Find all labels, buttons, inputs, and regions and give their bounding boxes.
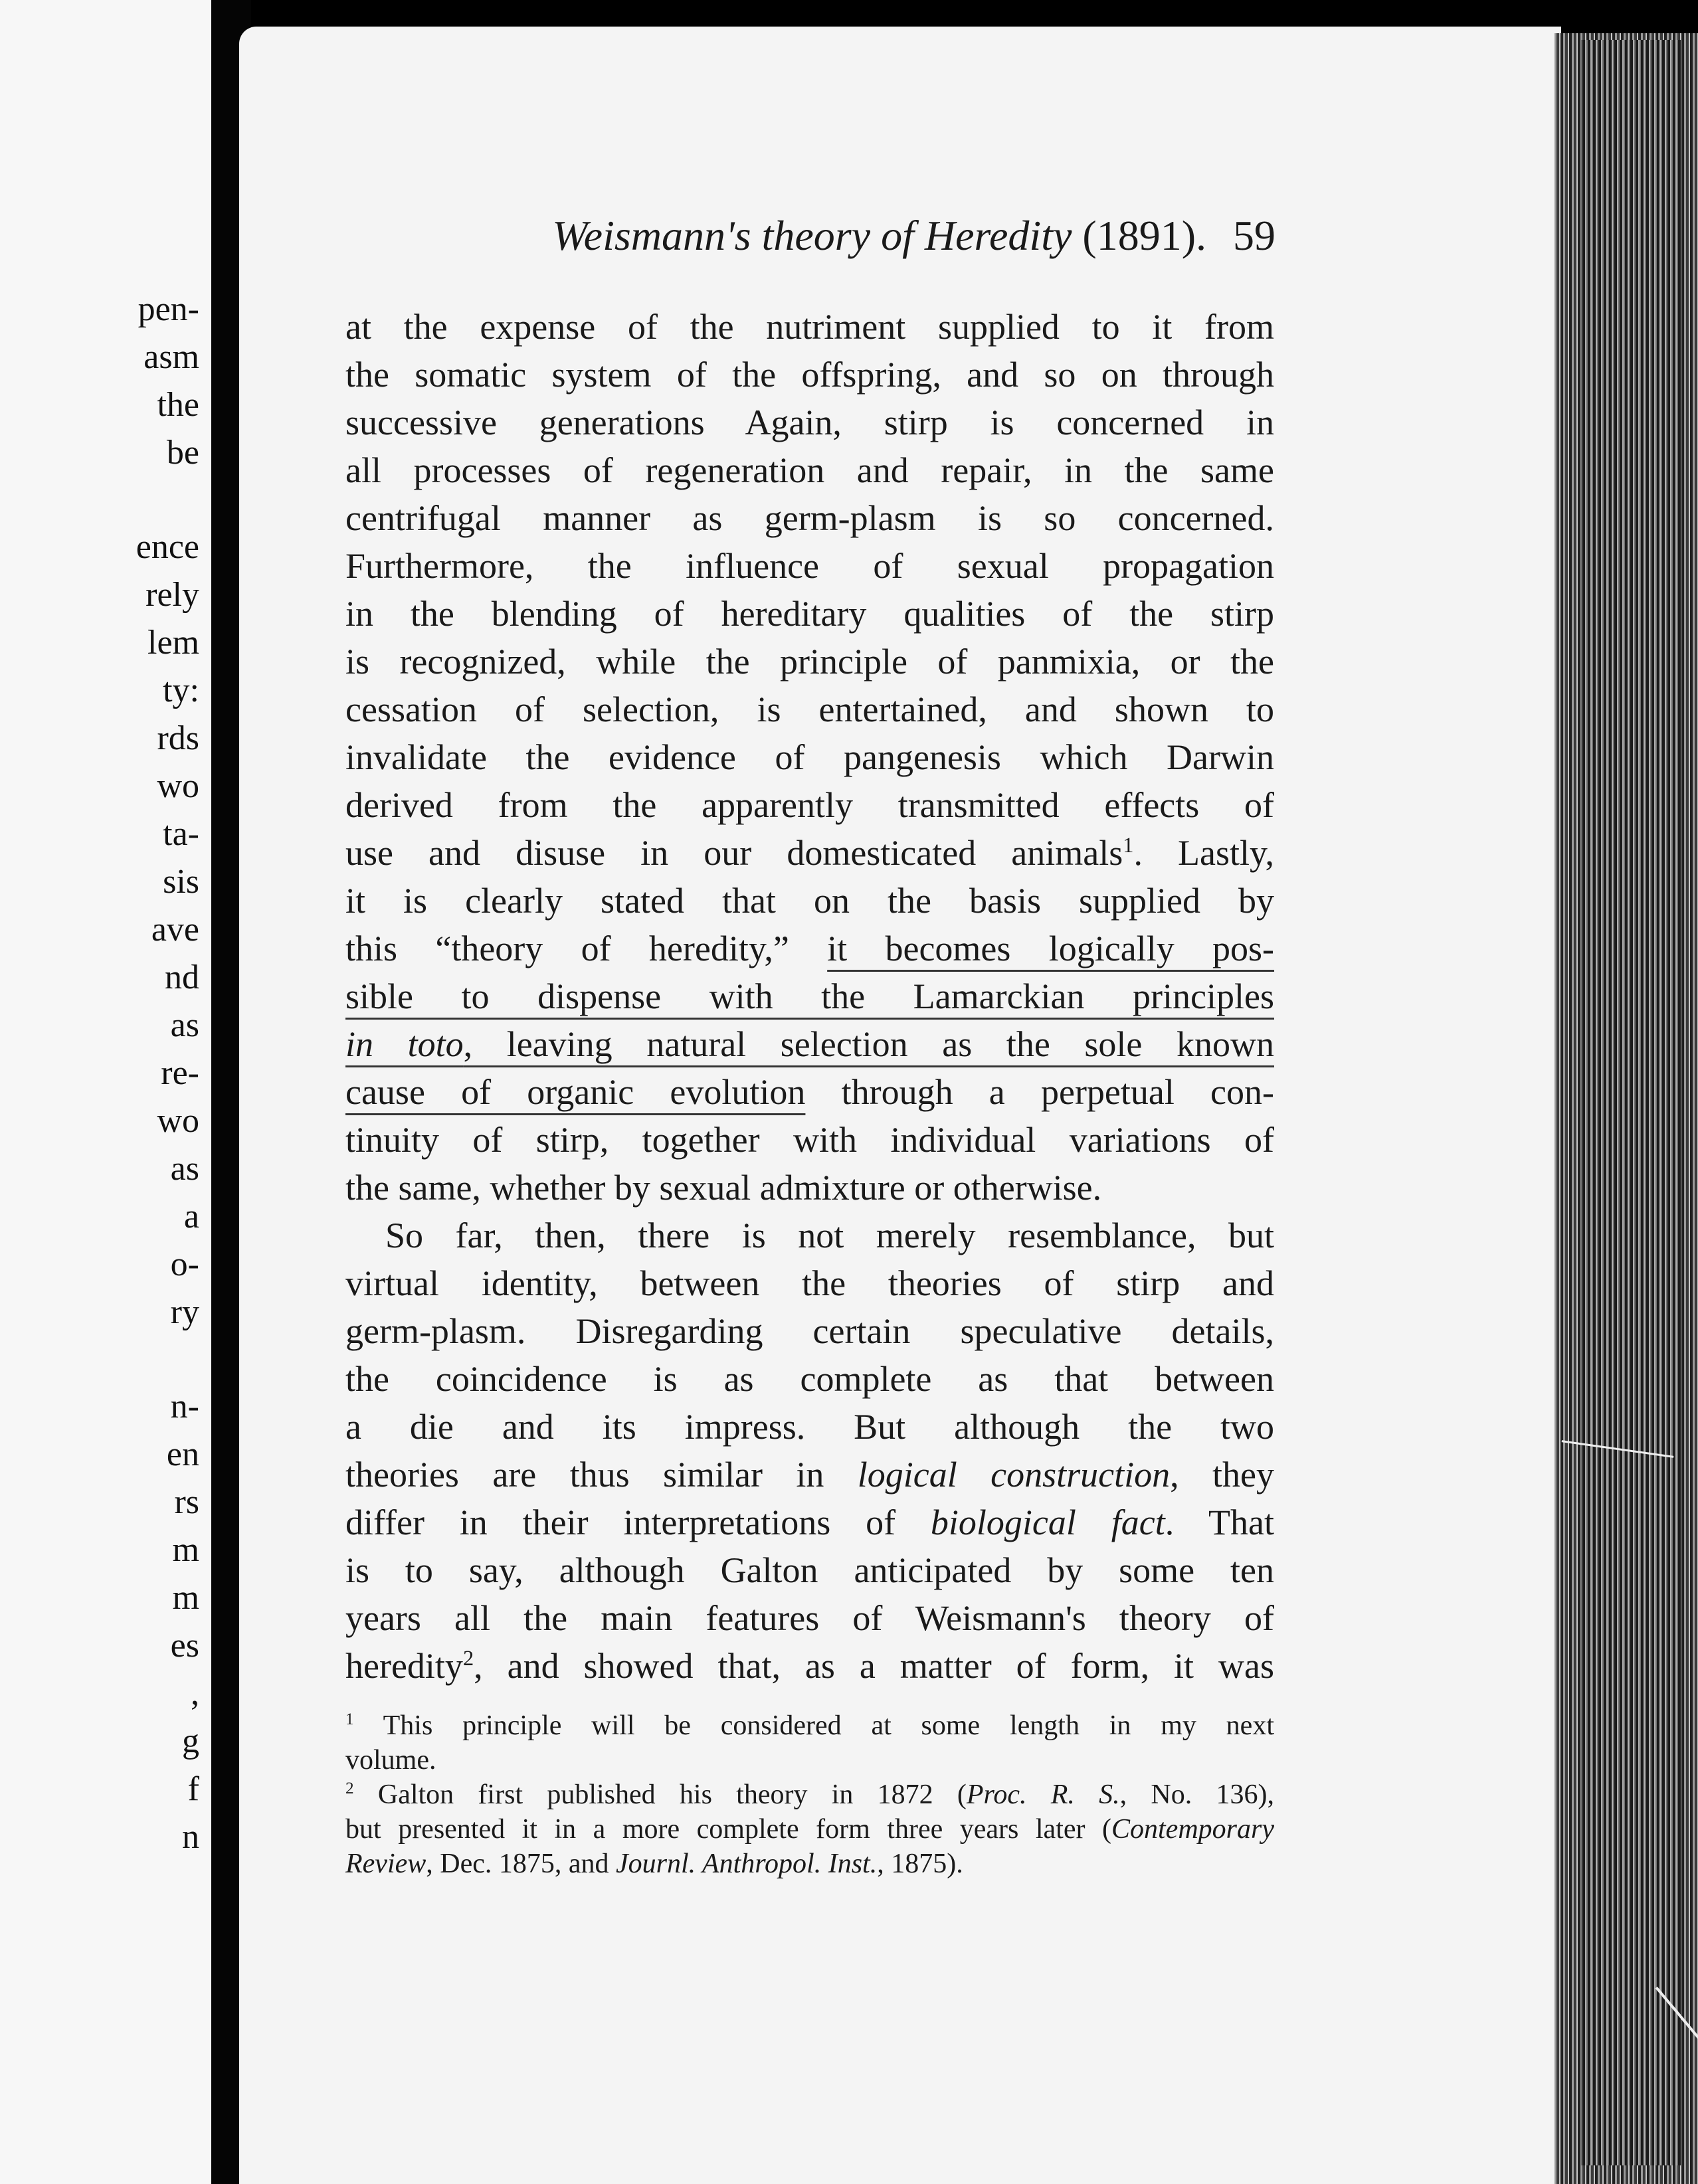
- text-line: germ-plasm. Disregarding certain speculative details,: [345, 1311, 1274, 1351]
- text-line: [345, 925, 1274, 972]
- underlined-run: sible to dispense with the Lamarckian principles: [345, 976, 1274, 1016]
- prev-fragment: rds: [157, 719, 199, 757]
- prev-fragment: ence: [136, 528, 199, 566]
- italic-run: in toto: [345, 1024, 464, 1064]
- footnote-line: [345, 1812, 1274, 1847]
- text-run: use and disuse in our domesticated animals: [345, 833, 1123, 873]
- text-line: So far, then, there is not merely resemblance, but: [385, 1216, 1274, 1255]
- prev-fragment: a: [183, 1198, 199, 1235]
- prev-fragment: ry: [170, 1293, 199, 1331]
- italic-run: logical construction: [857, 1455, 1171, 1495]
- text-line: [345, 972, 1274, 1020]
- text-line: the somatic system of the offspring, and so on through: [345, 355, 1274, 395]
- footnote-ref: 1: [1123, 834, 1134, 858]
- prev-fragment: ,: [191, 1675, 199, 1712]
- prev-fragment: re-: [161, 1054, 199, 1092]
- prev-fragment: ty:: [163, 672, 199, 709]
- text-line: years all the main features of Weismann's theory of: [345, 1598, 1274, 1638]
- prev-fragment: as: [170, 1006, 199, 1044]
- prev-fragment: rs: [174, 1483, 199, 1521]
- text-run: , and showed that, as a matter of form, it was: [474, 1646, 1274, 1686]
- text-line: is recognized, while the principle of panmixia, or the: [345, 642, 1274, 682]
- text-line: [345, 829, 1274, 877]
- prev-fragment: rely: [145, 576, 199, 614]
- text-line: derived from the apparently transmitted effects of: [345, 785, 1274, 825]
- footnote-mark: 1: [345, 1710, 354, 1728]
- footnote-text: , No. 136),: [1119, 1779, 1274, 1810]
- prev-fragment: f: [187, 1770, 199, 1808]
- previous-page-fragment: [0, 0, 211, 2184]
- prev-fragment: g: [182, 1722, 199, 1760]
- text-line: Furthermore, the influence of sexual propagation: [345, 546, 1274, 586]
- text-run: heredity: [345, 1646, 463, 1686]
- prev-fragment: lem: [147, 624, 199, 662]
- page-edges-inner: [1581, 40, 1681, 2165]
- footnote-line: [345, 1777, 1274, 1812]
- footnote-text: This principle will be considered at some length in my next: [383, 1710, 1274, 1741]
- text-line: tinuity of stirp, together with individual variations of: [345, 1120, 1274, 1160]
- prev-fragment: es: [170, 1627, 199, 1665]
- footnote-text: , 1875).: [877, 1849, 963, 1879]
- text-run: , they: [1170, 1455, 1274, 1495]
- text-run: . That: [1165, 1502, 1275, 1542]
- text-line: [345, 1642, 1274, 1690]
- text-line: is to say, although Galton anticipated by some ten: [345, 1550, 1274, 1590]
- underlined-run: , leaving natural selection as the sole known: [463, 1024, 1274, 1064]
- prev-fragment: be: [166, 434, 199, 472]
- text-line: in the blending of hereditary qualities of the stirp: [345, 594, 1274, 634]
- footnote-text: but presented it in a more complete form three years later (: [345, 1814, 1111, 1845]
- footnote-text: , Dec. 1875, and: [426, 1849, 616, 1879]
- text-line: cessation of selection, is entertained, and shown to: [345, 689, 1274, 729]
- prev-fragment: en: [166, 1435, 199, 1473]
- text-line: virtual identity, between the theories of stirp and: [345, 1263, 1274, 1303]
- prev-fragment: nd: [165, 958, 199, 996]
- text-line: [345, 1499, 1274, 1546]
- text-run: this “theory of heredity,”: [345, 929, 789, 968]
- text-line: the same, whether by sexual admixture or otherwise.: [345, 1168, 1102, 1208]
- prev-fragment: ave: [151, 911, 199, 949]
- prev-fragment: as: [170, 1150, 199, 1188]
- prev-fragment: the: [157, 386, 199, 424]
- text-line: centrifugal manner as germ-plasm is so concerned.: [345, 498, 1274, 538]
- text-line: it is clearly stated that on the basis supplied by: [345, 881, 1274, 921]
- footnote-line: [345, 1708, 1274, 1743]
- text-line: invalidate the evidence of pangenesis which Darwin: [345, 737, 1274, 777]
- footnote-italic: Proc. R. S.: [966, 1779, 1120, 1810]
- underlined-run: cause of organic evolution: [345, 1072, 806, 1112]
- prev-fragment: n-: [170, 1388, 199, 1425]
- prev-fragment: wo: [157, 767, 199, 805]
- text-run: through a perpetual con-: [841, 1072, 1275, 1112]
- text-line: at the expense of the nutriment supplied to it from: [345, 307, 1274, 347]
- text-line: [345, 1068, 1274, 1116]
- footnote-mark: 2: [345, 1779, 354, 1797]
- prev-fragment: m: [172, 1531, 199, 1569]
- prev-fragment: ta-: [163, 815, 199, 853]
- page-number: 59: [1233, 212, 1275, 259]
- text-line: all processes of regeneration and repair, in the same: [345, 450, 1274, 490]
- footnote-italic: Journl. Anthropol. Inst.: [616, 1849, 878, 1879]
- text-line: the coincidence is as complete as that between: [345, 1359, 1274, 1399]
- text-run: theories are thus similar in: [345, 1455, 824, 1495]
- running-head: [425, 211, 1275, 260]
- text-run: . Lastly,: [1133, 833, 1274, 873]
- footnote-ref: 2: [462, 1647, 474, 1671]
- prev-fragment: wo: [157, 1102, 199, 1140]
- prev-fragment: o-: [170, 1245, 199, 1283]
- prev-fragment: pen-: [138, 290, 199, 328]
- running-head-year: (1891).: [1082, 212, 1206, 259]
- footnote-italic: Review: [345, 1849, 426, 1879]
- text-line: [345, 1451, 1274, 1499]
- prev-fragment: asm: [143, 338, 199, 376]
- text-line: successive generations Again, stirp is concerned in: [345, 403, 1274, 442]
- footnote-text: Galton first published his theory in 1872 (: [377, 1779, 967, 1810]
- footnote-italic: Contemporary: [1111, 1814, 1274, 1845]
- prev-fragment: sis: [163, 863, 199, 901]
- text-line: [345, 1020, 1274, 1068]
- underlined-run: it becomes logically pos-: [827, 929, 1275, 968]
- italic-run: biological fact: [930, 1502, 1165, 1542]
- prev-fragment: m: [172, 1579, 199, 1617]
- text-line: a die and its impress. But although the two: [345, 1407, 1274, 1447]
- footnote-line: [345, 1847, 1274, 1881]
- footnote-line: volume.: [345, 1745, 436, 1775]
- prev-fragment: n: [182, 1818, 199, 1856]
- text-run: differ in their interpretations of: [345, 1502, 896, 1542]
- running-head-title: Weismann's theory of Heredity: [552, 212, 1072, 259]
